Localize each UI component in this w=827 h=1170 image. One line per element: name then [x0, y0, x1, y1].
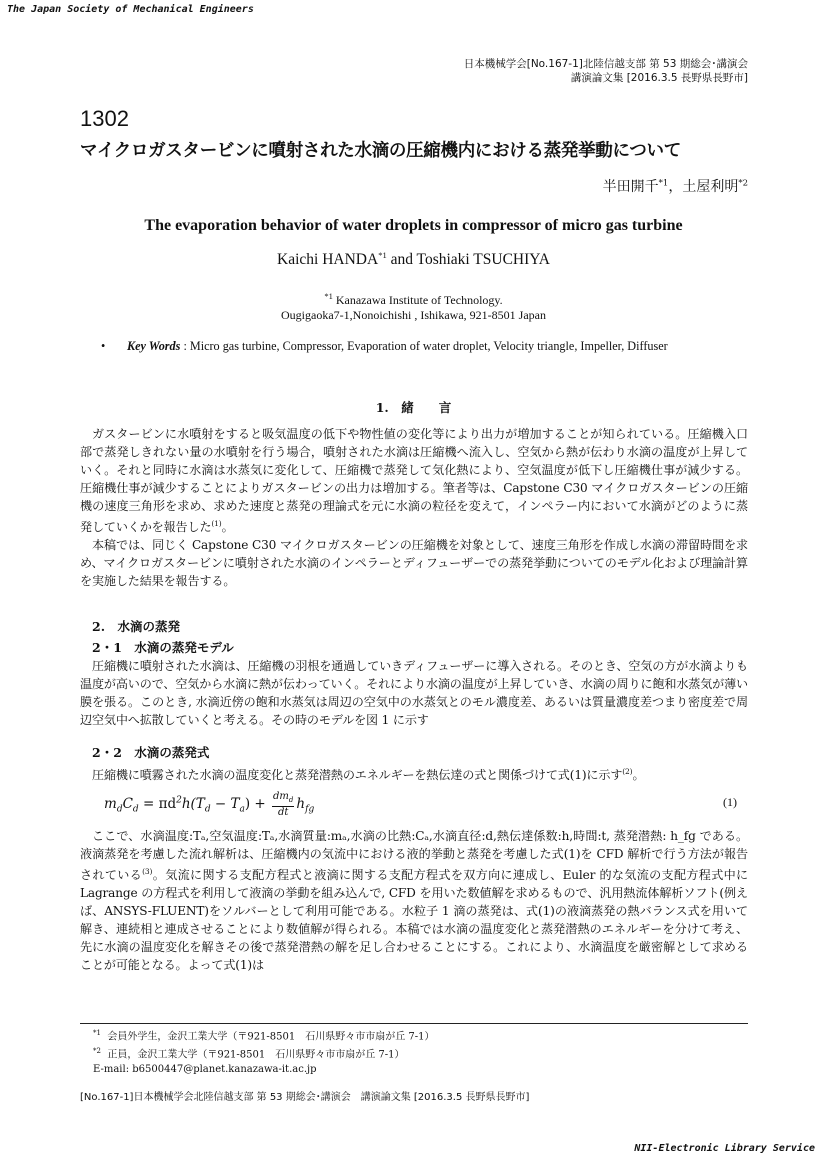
- eq-denominator: dt: [278, 807, 289, 818]
- author-1-mark: *1: [658, 178, 669, 189]
- section-2-1-body: [80, 657, 748, 729]
- affiliation-institute: Kanazawa Institute of Technology.: [332, 293, 503, 307]
- author-2-ja: 土屋利明: [682, 179, 739, 195]
- section-2-2-body-cont: [80, 827, 748, 974]
- authors-japanese: [603, 176, 748, 196]
- conference-info-line2: 講演論文集 [2016.3.5 長野県長野市]: [570, 72, 748, 84]
- bullet-icon: •: [101, 339, 106, 353]
- keywords: [101, 339, 668, 354]
- intro-p1-ref: (1): [211, 519, 222, 528]
- author-1-en-mark: *1: [378, 250, 387, 260]
- intro-paragraph-2: 本稿では、同じく Capstone C30 マイクロガスタービンの圧縮機を対象として、速度三角形を作成し水滴の滞留時間を求め、マイクロガスタービンに噴射された水滴のインペラーとディフューザーでの蒸発挙動についてのモデル化および理論計算を実施した結果を報告する。: [80, 538, 748, 589]
- section-2-1-heading: 2・1 水滴の蒸発モデル: [92, 640, 234, 655]
- s22-text: 圧縮機に噴霧された水滴の温度変化と蒸発潜熱のエネルギーを熱伝達の式と関係づけて式(1)に示す: [92, 768, 623, 783]
- eq-td-sub: d: [204, 804, 211, 815]
- affiliation: [0, 289, 827, 323]
- affiliation-mark: *1: [324, 291, 333, 301]
- eq-hfg: h: [296, 796, 306, 812]
- keywords-text: : Micro gas turbine, Compressor, Evaporation of water droplet, Velocity triangle, Impeller, Diffuser: [180, 339, 668, 353]
- footnote-2-text: 正員，金沢工業大学（〒921-8501 石川県野々市市扇が丘 7-1）: [107, 1049, 405, 1061]
- eq-pi-d: = πd: [138, 796, 177, 812]
- section-1-heading: 1. 緒 言: [375, 400, 452, 415]
- eq-c-sub: d: [132, 804, 139, 815]
- title-japanese: マイクロガスタービンに噴射された水滴の圧縮機内における蒸発挙動について: [80, 141, 681, 161]
- s22-paragraph: [80, 763, 748, 784]
- intro-p1-text: ガスタービンに水噴射をすると吸気温度の低下や物性値の変化等により出力が増加することが知られている。圧縮機入口部で蒸発しきれない量の水噴射を行う場合，噴射された水滴は圧縮機へ流入し、空気から熱が伝わり水滴の温度が上昇していく。それと同時に水滴は水蒸気に変化して、圧縮機で蒸発して気化熱により、空気温度が低下し圧縮機仕事が減少する。圧縮機仕事が減少することによりガスタービンの出力は増加する。筆者等は、Capstone C30 マイクロガスタービンの圧縮機の速度三角形を求め、求めた速度と蒸発の理論式を元に水滴の粒径を変えて，インペラー内において水滴がどのように蒸発していくかを報告した: [80, 427, 748, 535]
- eq-num-text: dm: [273, 791, 289, 802]
- eq-hfg-sub: fg: [305, 804, 315, 815]
- section-2-heading: 2. 水滴の蒸発: [92, 619, 181, 634]
- page-footer: [No.167-1]日本機械学会北陸信越支部 第 53 期総会･講演会 講演論文集 [2016.3.5 長野県長野市]: [80, 1092, 530, 1103]
- paper-number: 1302: [80, 106, 129, 131]
- eq-num-sub: d: [288, 796, 294, 804]
- eq-c: C: [122, 796, 133, 812]
- eq-numerator: [272, 791, 294, 807]
- s22-p2-ref: (3): [142, 867, 153, 876]
- author-1-en: Kaichi HANDA: [277, 251, 379, 269]
- equation-1: [104, 791, 314, 818]
- footnote-rule: [80, 1023, 748, 1024]
- eq-close: ) +: [244, 796, 271, 812]
- footnote-2-mark: *2: [93, 1047, 101, 1056]
- s22-p2-rest: 。気流に関する支配方程式と液滴に関する支配方程式を双方向に連成し、Euler 的な気流の支配方程式中に Lagrange の方程式を利用して液滴の挙動を組み込んで, CFD を用いた数値解を求めるもので、汎用熱流体解析ソフト(例えば、ANSYS-FLUENT)をソルバーとして利用可能である。水粒子 1 滴の蒸発は、式(1)の液滴蒸発の熱バランス式を用いて解き、連続相と連成させることにより数値解が得られる。本稿では水滴の温度変化と蒸発潜熱のエネルギーを分けて考え、先に水滴の温度変化を解きその後で蒸発潜熱の解を足し合わせることにする。これにより、水滴温度を厳密解として求めることが可能となる。よって式(1)は: [80, 868, 748, 973]
- section-2-2-body: [80, 763, 748, 784]
- eq-minus: − T: [210, 796, 240, 812]
- author-separator: ，: [668, 179, 683, 195]
- footnote-email: E-mail: b6500447@planet.kanazawa-it.ac.jp: [93, 1063, 317, 1075]
- intro-paragraph-1: [80, 425, 748, 536]
- nii-footer: NII-Electronic Library Service: [634, 1143, 815, 1154]
- s22-end: 。: [632, 768, 645, 783]
- author-1-ja: 半田開千: [602, 179, 659, 195]
- title-english: The evaporation behavior of water droplets in compressor of micro gas turbine: [144, 217, 683, 234]
- eq-h: h(T: [181, 796, 205, 812]
- footnote-2: [93, 1044, 435, 1062]
- s21-paragraph: 圧縮機に噴射された水滴は、圧縮機の羽根を通過していきディフューザーに導入される。そのとき、空気の方が水滴よりも温度が高いので、空気から水滴に熱が伝わっていく。それにより水滴の温度が上昇していき、水滴の周りに飽和水蒸気が薄い膜を張る。このとき, 水滴近傍の飽和水蒸気は周辺の空気中の水蒸気とのモル濃度差、あるいは質量濃度差つまり密度差で周辺空気中へ拡散していくと考える。その時のモデルを図 1 に示す: [80, 659, 748, 727]
- eq-m: m: [104, 796, 117, 812]
- society-header: The Japan Society of Mechanical Engineers: [7, 4, 254, 15]
- eq-square: 2: [176, 795, 182, 806]
- s22-p2-text: ここで、水滴温度:Tₐ,空気温度:Tₐ,水滴質量:mₐ,水滴の比熱:Cₐ,水滴直径:d,熱伝達係数:h,時間:t, 蒸発潜熱: h_fg である。液滴蒸発を考慮した流れ解析は、圧縮機内の気流中における液的挙動と蒸発を考慮した式(1)を CFD 解析で行う方法が報告されている: [80, 829, 748, 883]
- intro-p1-end: 。: [221, 520, 234, 535]
- author-2-en: and Toshiaki TSUCHIYA: [386, 251, 550, 269]
- keywords-label: Key Words: [127, 339, 181, 353]
- s22-paragraph-2: [80, 827, 748, 974]
- footnotes: [93, 1026, 435, 1077]
- authors-english: [0, 250, 827, 269]
- footnote-1-mark: *1: [93, 1029, 101, 1037]
- equation-1-number: (1): [723, 795, 737, 809]
- footnote-1: [93, 1026, 435, 1044]
- author-2-mark: *2: [738, 178, 748, 189]
- introduction: [80, 425, 748, 590]
- affiliation-address: Ougigaoka7-1,Nonoichishi , Ishikawa, 921-8501 Japan: [281, 308, 546, 322]
- eq-fraction: [272, 791, 294, 818]
- footnote-1-text: 会員外学生，金沢工業大学（〒921-8501 石川県野々市市扇が丘 7-1）: [107, 1031, 435, 1043]
- s22-ref: (2): [622, 767, 633, 776]
- eq-ta-sub: a: [239, 804, 245, 815]
- section-2-2-heading: 2・2 水滴の蒸発式: [92, 745, 210, 760]
- conference-info-line1: 日本機械学会[No.167-1]北陸信越支部 第 53 期総会･講演会: [463, 58, 748, 70]
- eq-m-sub: d: [116, 804, 123, 815]
